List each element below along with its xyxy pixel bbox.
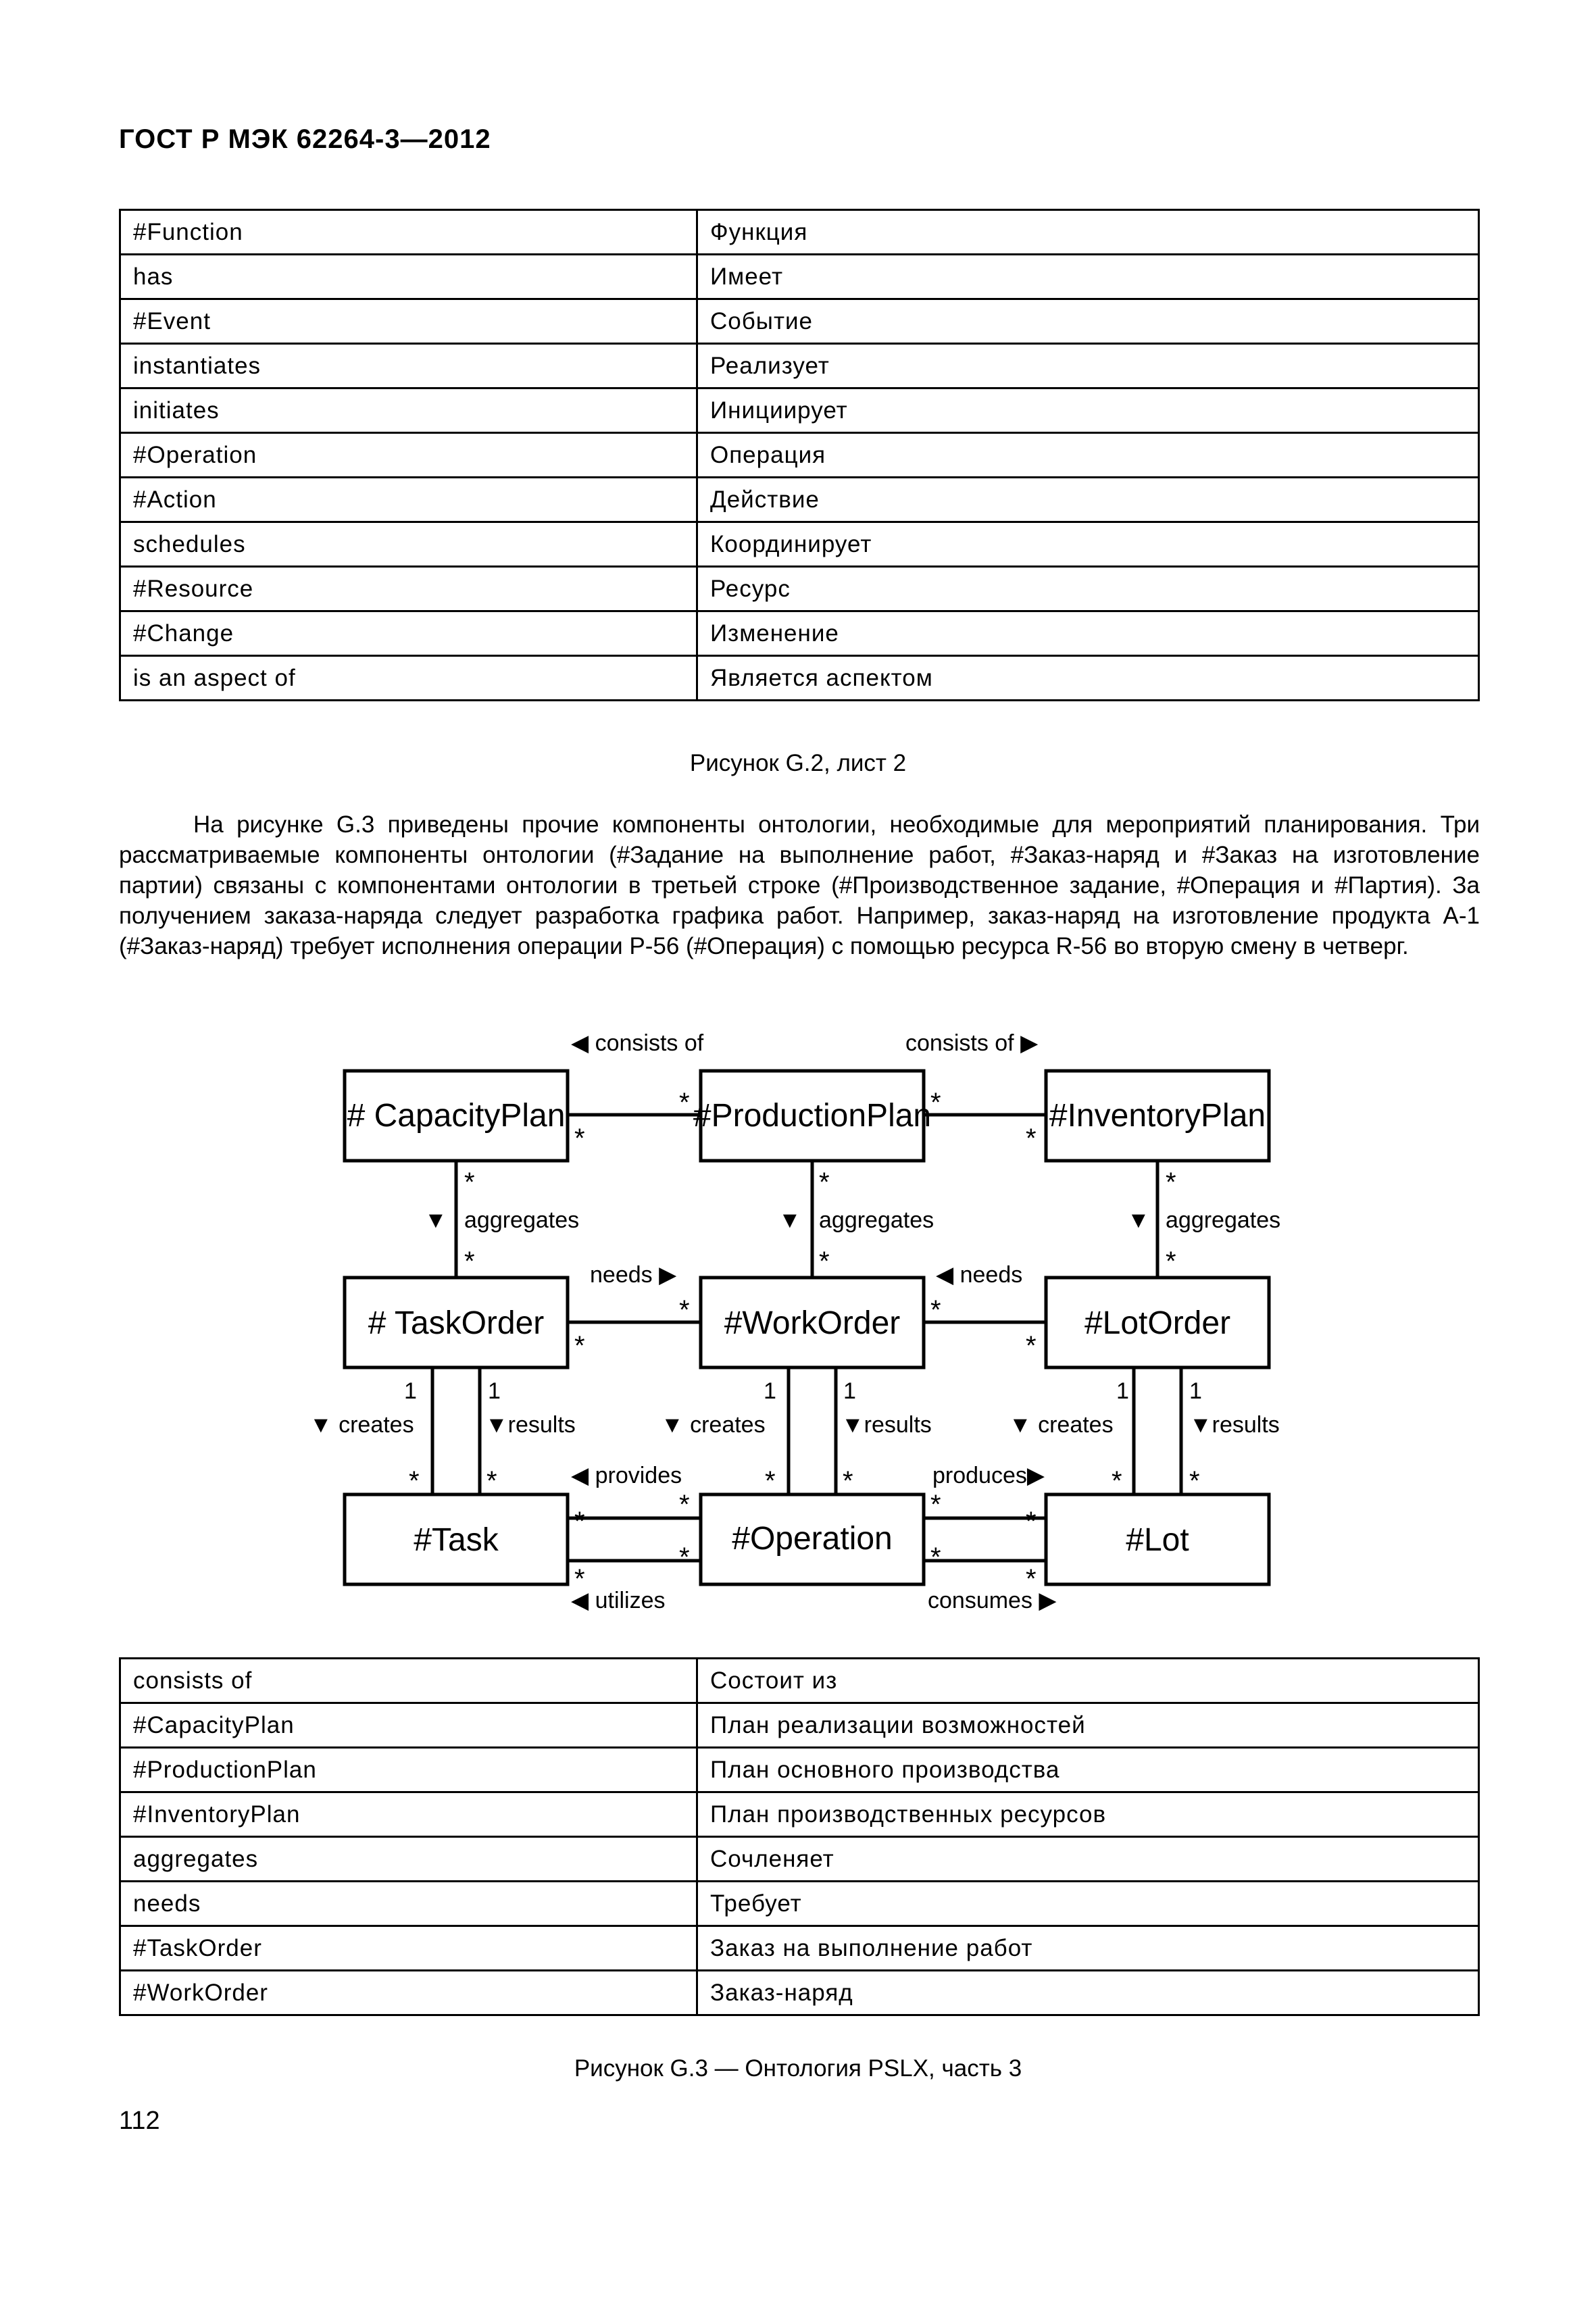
document-header: ГОСТ Р МЭК 62264-3—2012	[119, 124, 491, 154]
aggregates-arrow: ▼	[1127, 1207, 1150, 1233]
results-label: ▼results	[1189, 1412, 1280, 1438]
multiplicity-many: *	[930, 1295, 941, 1325]
multiplicity-many: *	[1026, 1331, 1037, 1361]
capacity-plan-label: # CapacityPlan	[347, 1098, 566, 1134]
results-label: ▼results	[841, 1412, 932, 1438]
multiplicity-one: 1	[843, 1378, 856, 1404]
glossary-table-2	[119, 1657, 1480, 2016]
aggregates-label: aggregates	[819, 1207, 934, 1233]
multiplicity-many: *	[819, 1167, 830, 1197]
table-row: #TaskOrder Заказ на выполнение работ	[120, 1926, 1479, 1971]
creates-label: ▼ creates	[661, 1412, 766, 1438]
multiplicity-one: 1	[1189, 1378, 1202, 1404]
table-row: needs Требует	[120, 1882, 1479, 1926]
table-row: is an aspect of Является аспектом	[120, 656, 1479, 701]
table-row: #ProductionPlan План основного производства	[120, 1748, 1479, 1792]
multiplicity-one: 1	[764, 1378, 776, 1404]
table-row: #Operation Операция	[120, 433, 1479, 478]
needs-label: ◀ needs	[936, 1262, 1023, 1288]
task-order-label: # TaskOrder	[368, 1305, 545, 1341]
provides-label: ◀ provides	[571, 1463, 682, 1488]
table-row: consists of Состоит из	[120, 1659, 1479, 1703]
table-row: has Имеет	[120, 255, 1479, 299]
lot-order-label: #LotOrder	[1084, 1305, 1231, 1341]
multiplicity-many: *	[574, 1507, 585, 1536]
table-row: #Action Действие	[120, 478, 1479, 522]
consumes-label: consumes ▶	[928, 1588, 1057, 1613]
multiplicity-many: *	[1166, 1167, 1176, 1197]
multiplicity-one: 1	[1116, 1378, 1129, 1404]
page-number: 112	[119, 2107, 160, 2135]
needs-label: needs ▶	[590, 1262, 677, 1288]
task-label: #Task	[414, 1522, 499, 1558]
ontology-diagram	[0, 1013, 1596, 1635]
multiplicity-many: *	[679, 1542, 690, 1572]
consists-of-label: ◀ consists of	[571, 1030, 704, 1056]
table-row: schedules Координирует	[120, 522, 1479, 567]
lot-label: #Lot	[1126, 1522, 1189, 1558]
aggregates-label: aggregates	[464, 1207, 580, 1233]
table-row: aggregates Сочленяет	[120, 1837, 1479, 1882]
multiplicity-many: *	[1112, 1466, 1122, 1496]
multiplicity-many: *	[464, 1247, 475, 1276]
multiplicity-many: *	[1026, 1124, 1037, 1153]
table-row: #InventoryPlan План производственных ресурсов	[120, 1792, 1479, 1837]
table-row: initiates Инициирует	[120, 388, 1479, 433]
operation-label: #Operation	[732, 1521, 893, 1557]
aggregates-label: aggregates	[1166, 1207, 1281, 1233]
multiplicity-many: *	[487, 1466, 497, 1496]
production-plan-label: #ProductionPlan	[693, 1098, 932, 1134]
produces-label: produces▶	[932, 1463, 1045, 1488]
multiplicity-many: *	[679, 1490, 690, 1519]
results-label: ▼results	[485, 1412, 576, 1438]
multiplicity-many: *	[843, 1466, 853, 1496]
multiplicity-one: 1	[404, 1378, 417, 1404]
creates-label: ▼ creates	[1009, 1412, 1114, 1438]
multiplicity-many: *	[1189, 1466, 1200, 1496]
body-paragraph	[119, 809, 1480, 961]
table-row: #Event Событие	[120, 299, 1479, 344]
creates-label: ▼ creates	[309, 1412, 414, 1438]
multiplicity-many: *	[574, 1564, 585, 1594]
consists-of-label: consists of ▶	[905, 1030, 1039, 1056]
multiplicity-many: *	[1026, 1564, 1037, 1594]
table-row: #Change Изменение	[120, 611, 1479, 656]
inventory-plan-label: #InventoryPlan	[1049, 1098, 1266, 1134]
multiplicity-many: *	[930, 1088, 941, 1117]
multiplicity-many: *	[574, 1331, 585, 1361]
table-row: #Resource Ресурс	[120, 567, 1479, 611]
multiplicity-many: *	[930, 1542, 941, 1572]
glossary-table-1	[119, 209, 1480, 701]
multiplicity-many: *	[574, 1124, 585, 1153]
multiplicity-many: *	[679, 1295, 690, 1325]
aggregates-arrow: ▼	[778, 1207, 801, 1233]
multiplicity-many: *	[819, 1247, 830, 1276]
paragraph-text: На рисунке G.3 приведены прочие компоненты онтологии, необходимые для мероприятий планирования. Три рассматриваемые компоненты онтологии (#Задание на выполнение работ, #Заказ-наряд и #Заказ на изготовление партии) связаны с компонентами онтологии в третьей строке (#Производственное задание, #Операция и #Партия). За получением заказа-наряда следует разработка графика работ. Например, заказ-наряд на изготовление продукта А-1 (#Заказ-наряд) требует исполнения операции Р-56 (#Операция) с помощью ресурса R-56 во вторую смену в четверг.	[119, 811, 1480, 959]
multiplicity-one: 1	[488, 1378, 501, 1404]
multiplicity-many: *	[1026, 1507, 1037, 1536]
figure-caption-g3: Рисунок G.3 — Онтология PSLX, часть 3	[574, 2055, 1022, 2082]
table-row: #Function Функция	[120, 210, 1479, 255]
multiplicity-many: *	[464, 1167, 475, 1197]
multiplicity-many: *	[409, 1466, 420, 1496]
multiplicity-many: *	[765, 1466, 776, 1496]
aggregates-arrow: ▼	[424, 1207, 447, 1233]
utilizes-label: ◀ utilizes	[571, 1588, 666, 1613]
table-row: #WorkOrder Заказ-наряд	[120, 1971, 1479, 2015]
table-row: instantiates Реализует	[120, 344, 1479, 388]
work-order-label: #WorkOrder	[724, 1305, 901, 1341]
multiplicity-many: *	[1166, 1247, 1176, 1276]
multiplicity-many: *	[930, 1490, 941, 1519]
multiplicity-many: *	[679, 1088, 690, 1117]
table-row: #CapacityPlan План реализации возможностей	[120, 1703, 1479, 1748]
figure-caption-g2: Рисунок G.2, лист 2	[689, 750, 907, 776]
